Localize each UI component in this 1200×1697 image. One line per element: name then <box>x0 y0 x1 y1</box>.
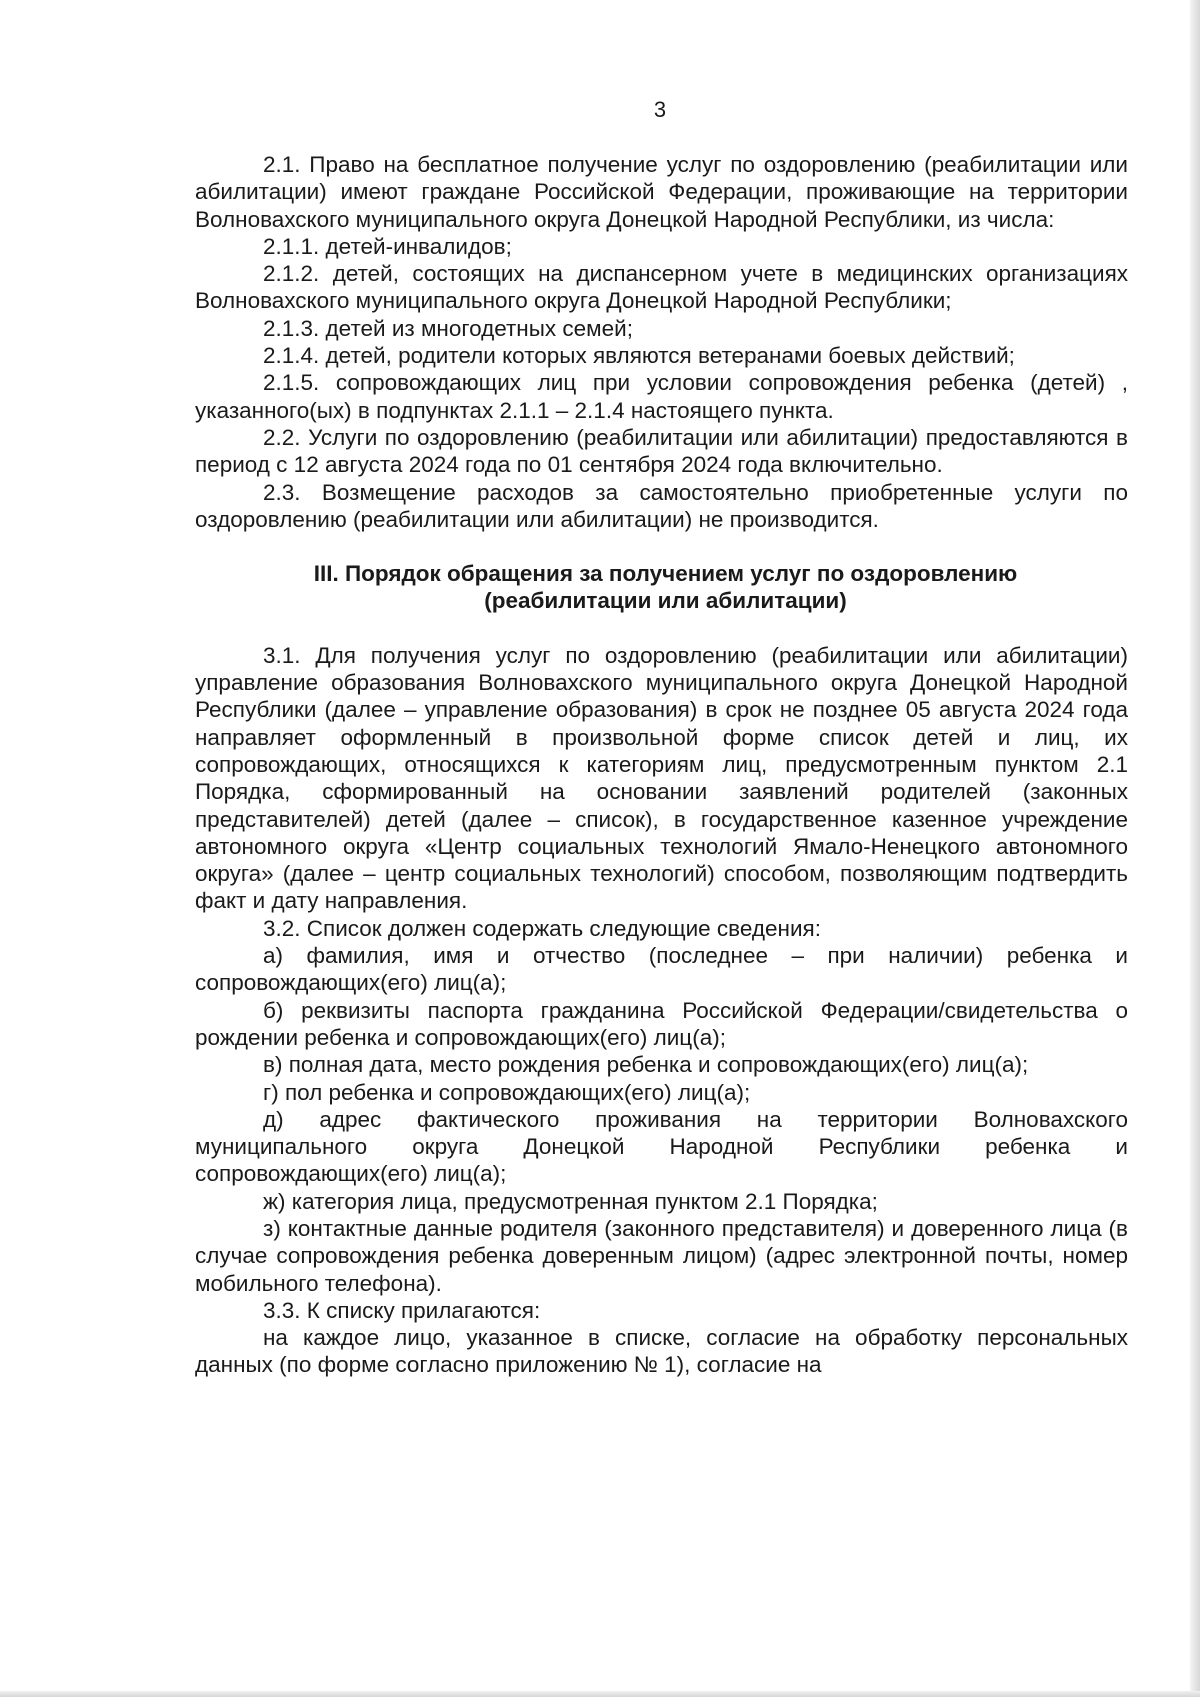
spacer <box>195 533 1128 560</box>
list-item-d: д) адрес фактического проживания на территории Волновахского муниципального округа Донецкой Народной Республики ребенка и сопровождающих(его) лиц(а); <box>195 1106 1128 1187</box>
list-item-g: г) пол ребенка и сопровождающих(его) лиц(а); <box>263 1079 751 1105</box>
scan-edge <box>0 1691 1200 1697</box>
paragraph-2-1-3: 2.1.3. детей из многодетных семей; <box>263 315 633 341</box>
list-item-z: з) контактные данные родителя (законного представителя) и доверенного лица (в случае сопровождения ребенка доверенным лицом) (адрес электронной почты, номер мобильного телефона). <box>195 1215 1128 1296</box>
list-item-zh: ж) категория лица, предусмотренная пунктом 2.1 Порядка; <box>263 1188 878 1214</box>
paragraph-3-2: 3.2. Список должен содержать следующие сведения: <box>263 915 821 941</box>
paragraph-2-1-1: 2.1.1. детей-инвалидов; <box>263 233 512 259</box>
page-number: 3 <box>653 97 667 122</box>
document-body <box>195 151 1128 1379</box>
list-item-v: в) полная дата, место рождения ребенка и сопровождающих(его) лиц(а); <box>263 1052 1029 1078</box>
paragraph-2-1-4: 2.1.4. детей, родители которых являются ветеранами боевых действий; <box>263 343 1015 369</box>
paragraph-3-3: 3.3. К списку прилагаются: <box>263 1297 541 1323</box>
list-item-b: б) реквизиты паспорта гражданина Российской Федерации/свидетельства о рождении ребенка и сопровождающих(его) лиц(а); <box>195 997 1128 1050</box>
paragraph-2-1-2: 2.1.2. детей, состоящих на диспансерном учете в медицинских организациях Волновахского муниципального округа Донецкой Народной Республики; <box>195 261 1128 314</box>
scan-edge <box>1190 0 1200 1697</box>
section-heading-line-2: (реабилитации или абилитации) <box>484 588 847 614</box>
section-heading-line-1: III. Порядок обращения за получением услуг по оздоровлению <box>313 561 1018 587</box>
paragraph-2-3: 2.3. Возмещение расходов за самостоятельно приобретенные услуги по оздоровлению (реабилитации или абилитации) не производится. <box>195 479 1128 532</box>
paragraph-3-1: 3.1. Для получения услуг по оздоровлению (реабилитации или абилитации) управление образования Волновахского муниципального округа Донецкой Народной Республики (далее – управление образования) в срок не позднее 05 августа 2024 года направляет оформленный в произвольной форме список детей и лиц, их сопровождающих, относящихся к категориям лиц, предусмотренным пунктом 2.1 Порядка, сформированный на основании заявлений родителей (законных представителей) детей (далее – список), в государственное казенное учреждение автономного округа «Центр социальных технологий Ямало-Ненецкого автономного округа» (далее – центр социальных технологий) способом, позволяющим подтвердить факт и дату направления. <box>195 642 1128 914</box>
section-heading <box>195 560 1128 615</box>
paragraph-2-1: 2.1. Право на бесплатное получение услуг по оздоровлению (реабилитации или абилитации) имеют граждане Российской Федерации, проживающие на территории Волновахского муниципального округа Донецкой Народной Республики, из числа: <box>195 152 1128 232</box>
paragraph-2-2: 2.2. Услуги по оздоровлению (реабилитации или абилитации) предоставляются в период с 12 августа 2024 года по 01 сентября 2024 года включительно. <box>195 424 1128 478</box>
paragraph-2-1-5: 2.1.5. сопровождающих лиц при условии сопровождения ребенка (детей) , указанного(ых) в подпунктах 2.1.1 – 2.1.4 настоящего пункта. <box>195 370 1128 423</box>
paragraph-3-3-text: на каждое лицо, указанное в списке, согласие на обработку персональных данных (по форме согласно приложению № 1), согласие на <box>195 1325 1128 1378</box>
spacer <box>195 615 1128 642</box>
list-item-a: а) фамилия, имя и отчество (последнее – при наличии) ребенка и сопровождающих(его) лиц(а); <box>195 943 1128 996</box>
